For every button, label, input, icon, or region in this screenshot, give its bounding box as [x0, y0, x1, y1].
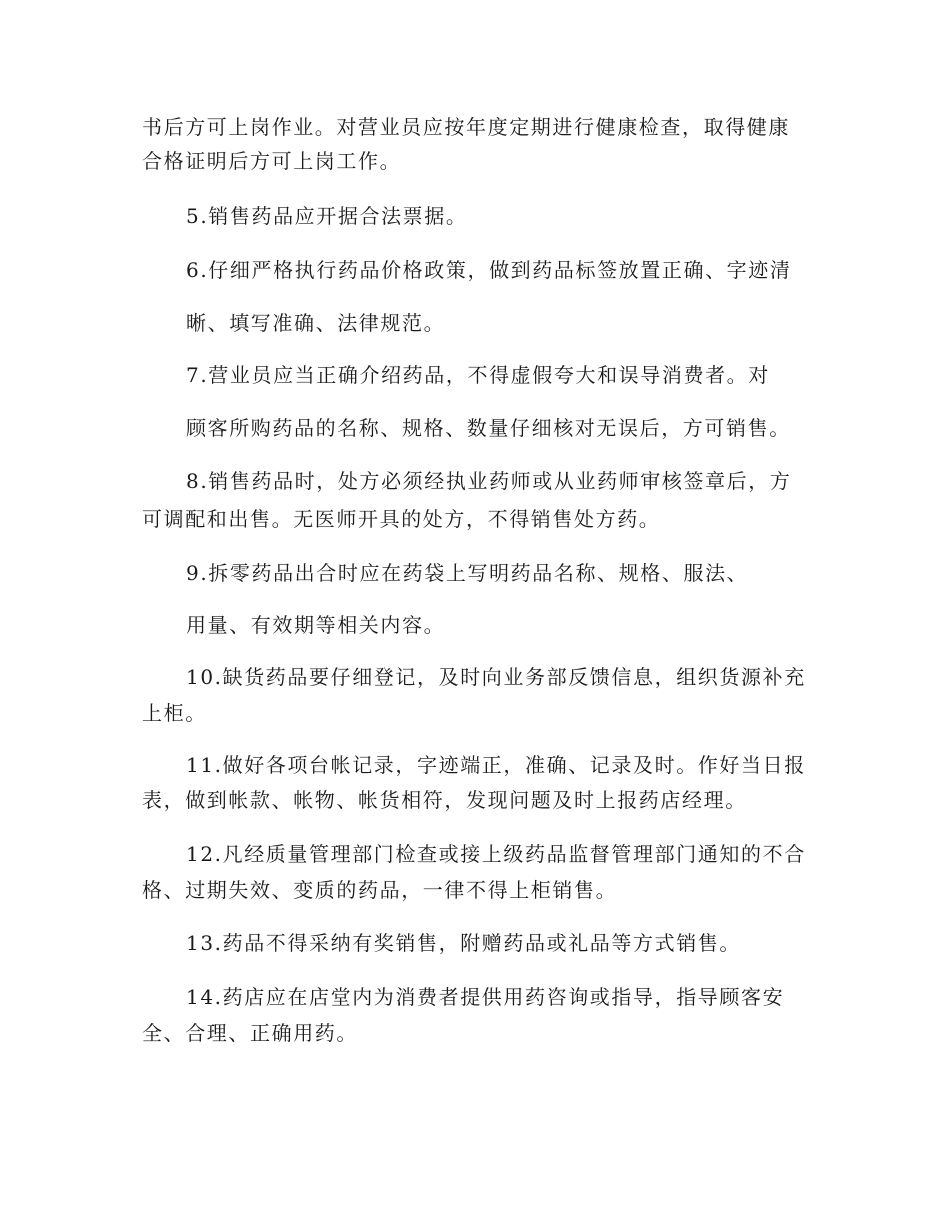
text-line: 5.销售药品应开据合法票据。 [186, 204, 468, 228]
text-line: 全、合理、正确用药。 [142, 1021, 358, 1045]
text-line: 6.仔细严格执行药品价格政策，做到药品标签放置正确、字迹清 [186, 258, 792, 282]
text-line: 顾客所购药品的名称、规格、数量仔细核对无误后，方可销售。 [186, 416, 791, 440]
text-line: 格、过期失效、变质的药品，一律不得上柜销售。 [142, 878, 618, 902]
text-line: 书后方可上岗作业。对营业员应按年度定期进行健康检查，取得健康 [142, 115, 790, 139]
text-line: 13.药品不得采纳有奖销售，附赠药品或礼品等方式销售。 [186, 931, 742, 955]
text-line: 12.凡经质量管理部门检查或接上级药品监督管理部门通知的不合 [186, 842, 806, 866]
text-line: 晰、填写准确、法律规范。 [186, 311, 446, 335]
text-line: 可调配和出售。无医师开具的处方，不得销售处方药。 [142, 507, 661, 531]
text-line: 上柜。 [142, 701, 207, 725]
text-line: 8.销售药品时，处方必须经执业药师或从业药师审核签章后，方 [186, 469, 792, 493]
text-line: 合格证明后方可上岗工作。 [142, 149, 402, 173]
text-line: 用量、有效期等相关内容。 [186, 613, 446, 637]
text-line: 表，做到帐款、帐物、帐货相符，发现问题及时上报药店经理。 [142, 788, 747, 812]
text-line: 11.做好各项台帐记录，字迹端正，准确、记录及时。作好当日报 [186, 753, 806, 777]
text-line: 9.拆零药品出合时应在药袋上写明药品名称、规格、服法、 [186, 561, 749, 585]
text-line: 14.药店应在店堂内为消费者提供用药咨询或指导，指导顾客安 [186, 985, 785, 1009]
text-line: 10.缺货药品要仔细登记，及时向业务部反馈信息，组织货源补充 [186, 665, 806, 689]
text-line: 7.营业员应当正确介绍药品，不得虚假夸大和误导消费者。对 [186, 363, 770, 387]
